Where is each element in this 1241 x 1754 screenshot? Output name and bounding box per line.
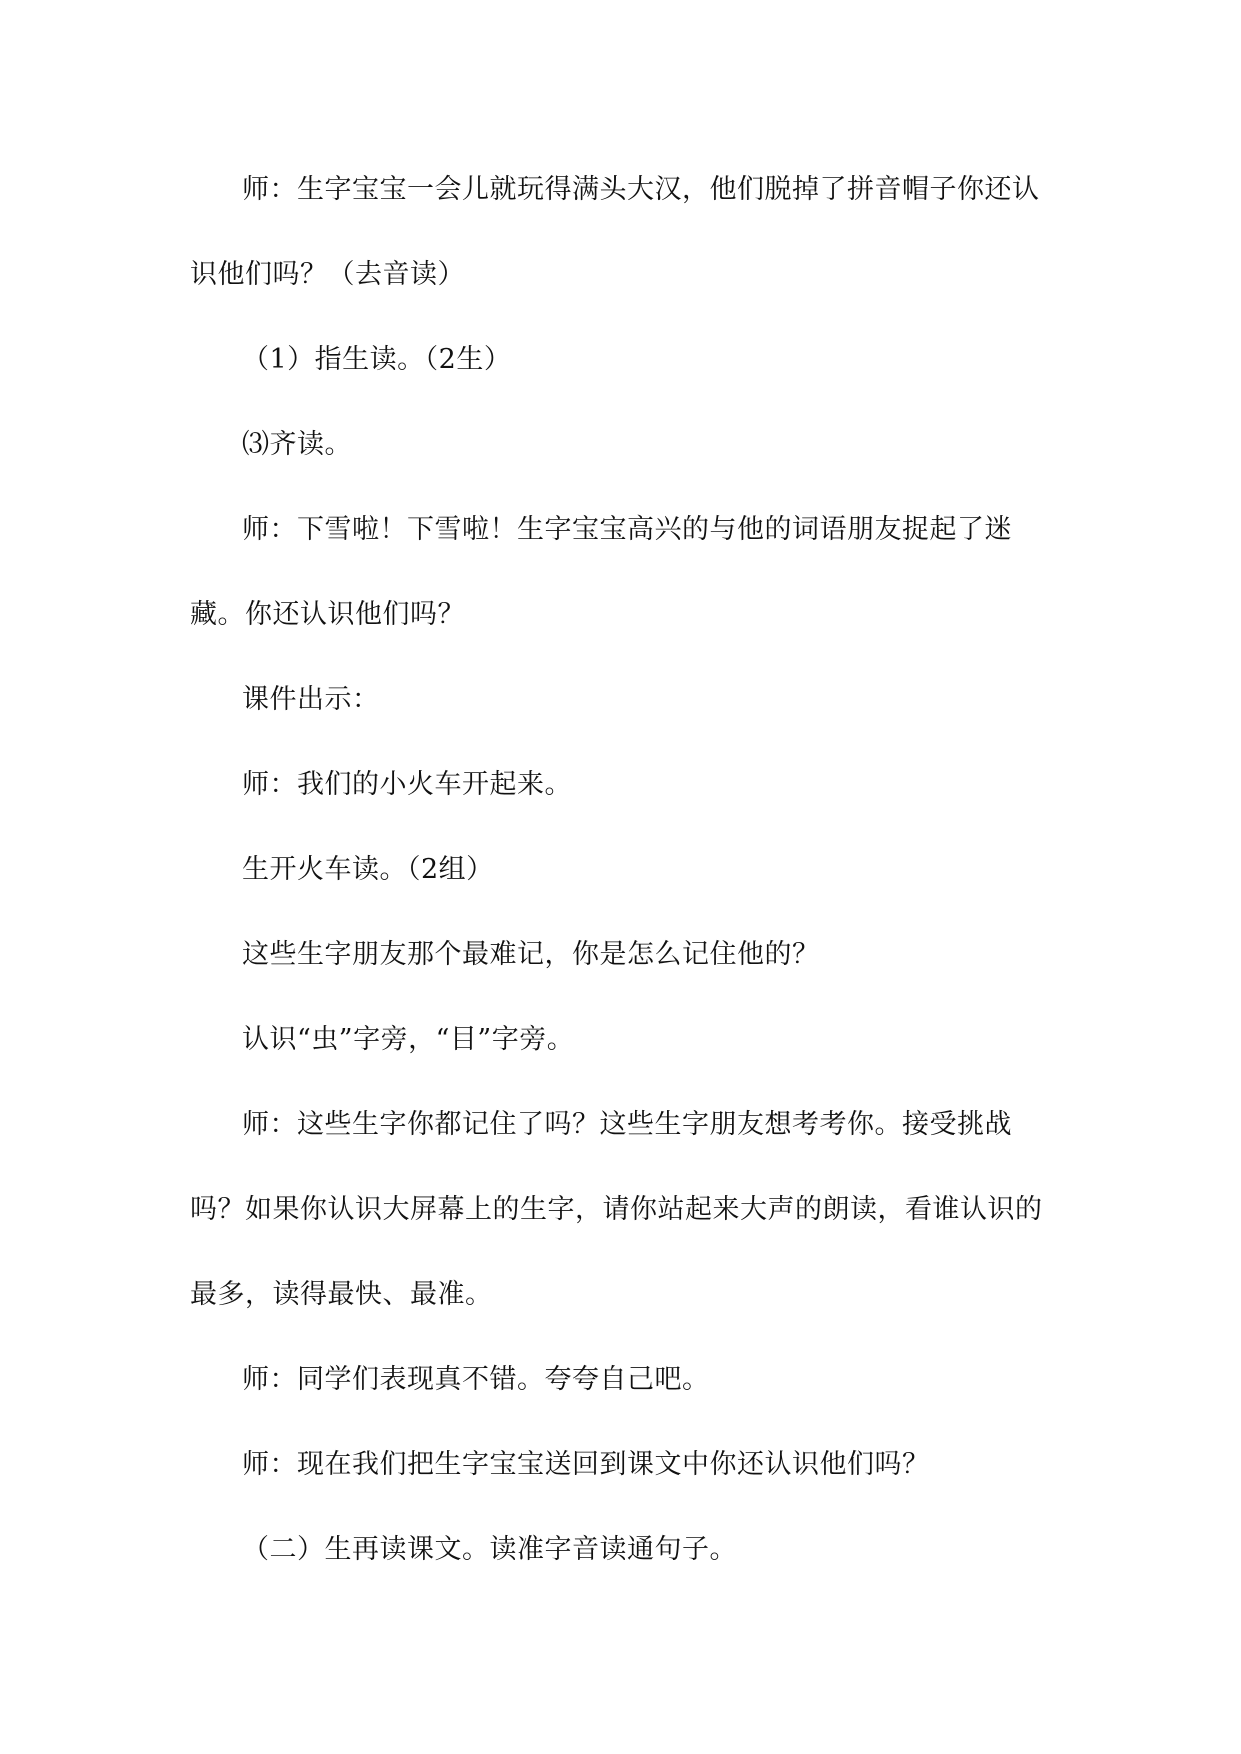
- paragraph-teacher-snow: 师：下雪啦！下雪啦！生字宝宝高兴的与他的词语朋友捉起了迷藏。你还认识他们吗？: [190, 514, 1012, 630]
- paragraph-train-read: 生开火车读。（2组）: [242, 854, 494, 885]
- paragraph-teacher-praise: 师：同学们表现真不错。夸夸自己吧。: [242, 1364, 710, 1395]
- paragraph-student-read: （1）指生读。（2生）: [242, 344, 512, 375]
- paragraph-courseware: 课件出示：: [242, 684, 380, 715]
- paragraph-group-read: ⑶齐读。: [242, 429, 352, 460]
- paragraph-teacher-train: 师：我们的小火车开起来。: [242, 769, 572, 800]
- paragraph-reread-text: （二）生再读课文。读准字音读通句子。: [242, 1534, 737, 1565]
- paragraph-radicals: 认识“虫”字旁，“目”字旁。: [242, 1024, 575, 1055]
- paragraph-teacher-remove-pinyin: 师：生字宝宝一会儿就玩得满头大汉，他们脱掉了拼音帽子你还认识他们吗？（去音读）: [190, 174, 1040, 290]
- paragraph-teacher-back-to-text: 师：现在我们把生字宝宝送回到课文中你还认识他们吗？: [242, 1449, 930, 1480]
- paragraph-hardest-word: 这些生字朋友那个最难记，你是怎么记住他的？: [242, 939, 820, 970]
- paragraph-teacher-challenge: 师：这些生字你都记住了吗？这些生字朋友想考考你。接受挑战吗？如果你认识大屏幕上的生字，请你站起来大声的朗读，看谁认识的最多，读得最快、最准。: [190, 1109, 1043, 1310]
